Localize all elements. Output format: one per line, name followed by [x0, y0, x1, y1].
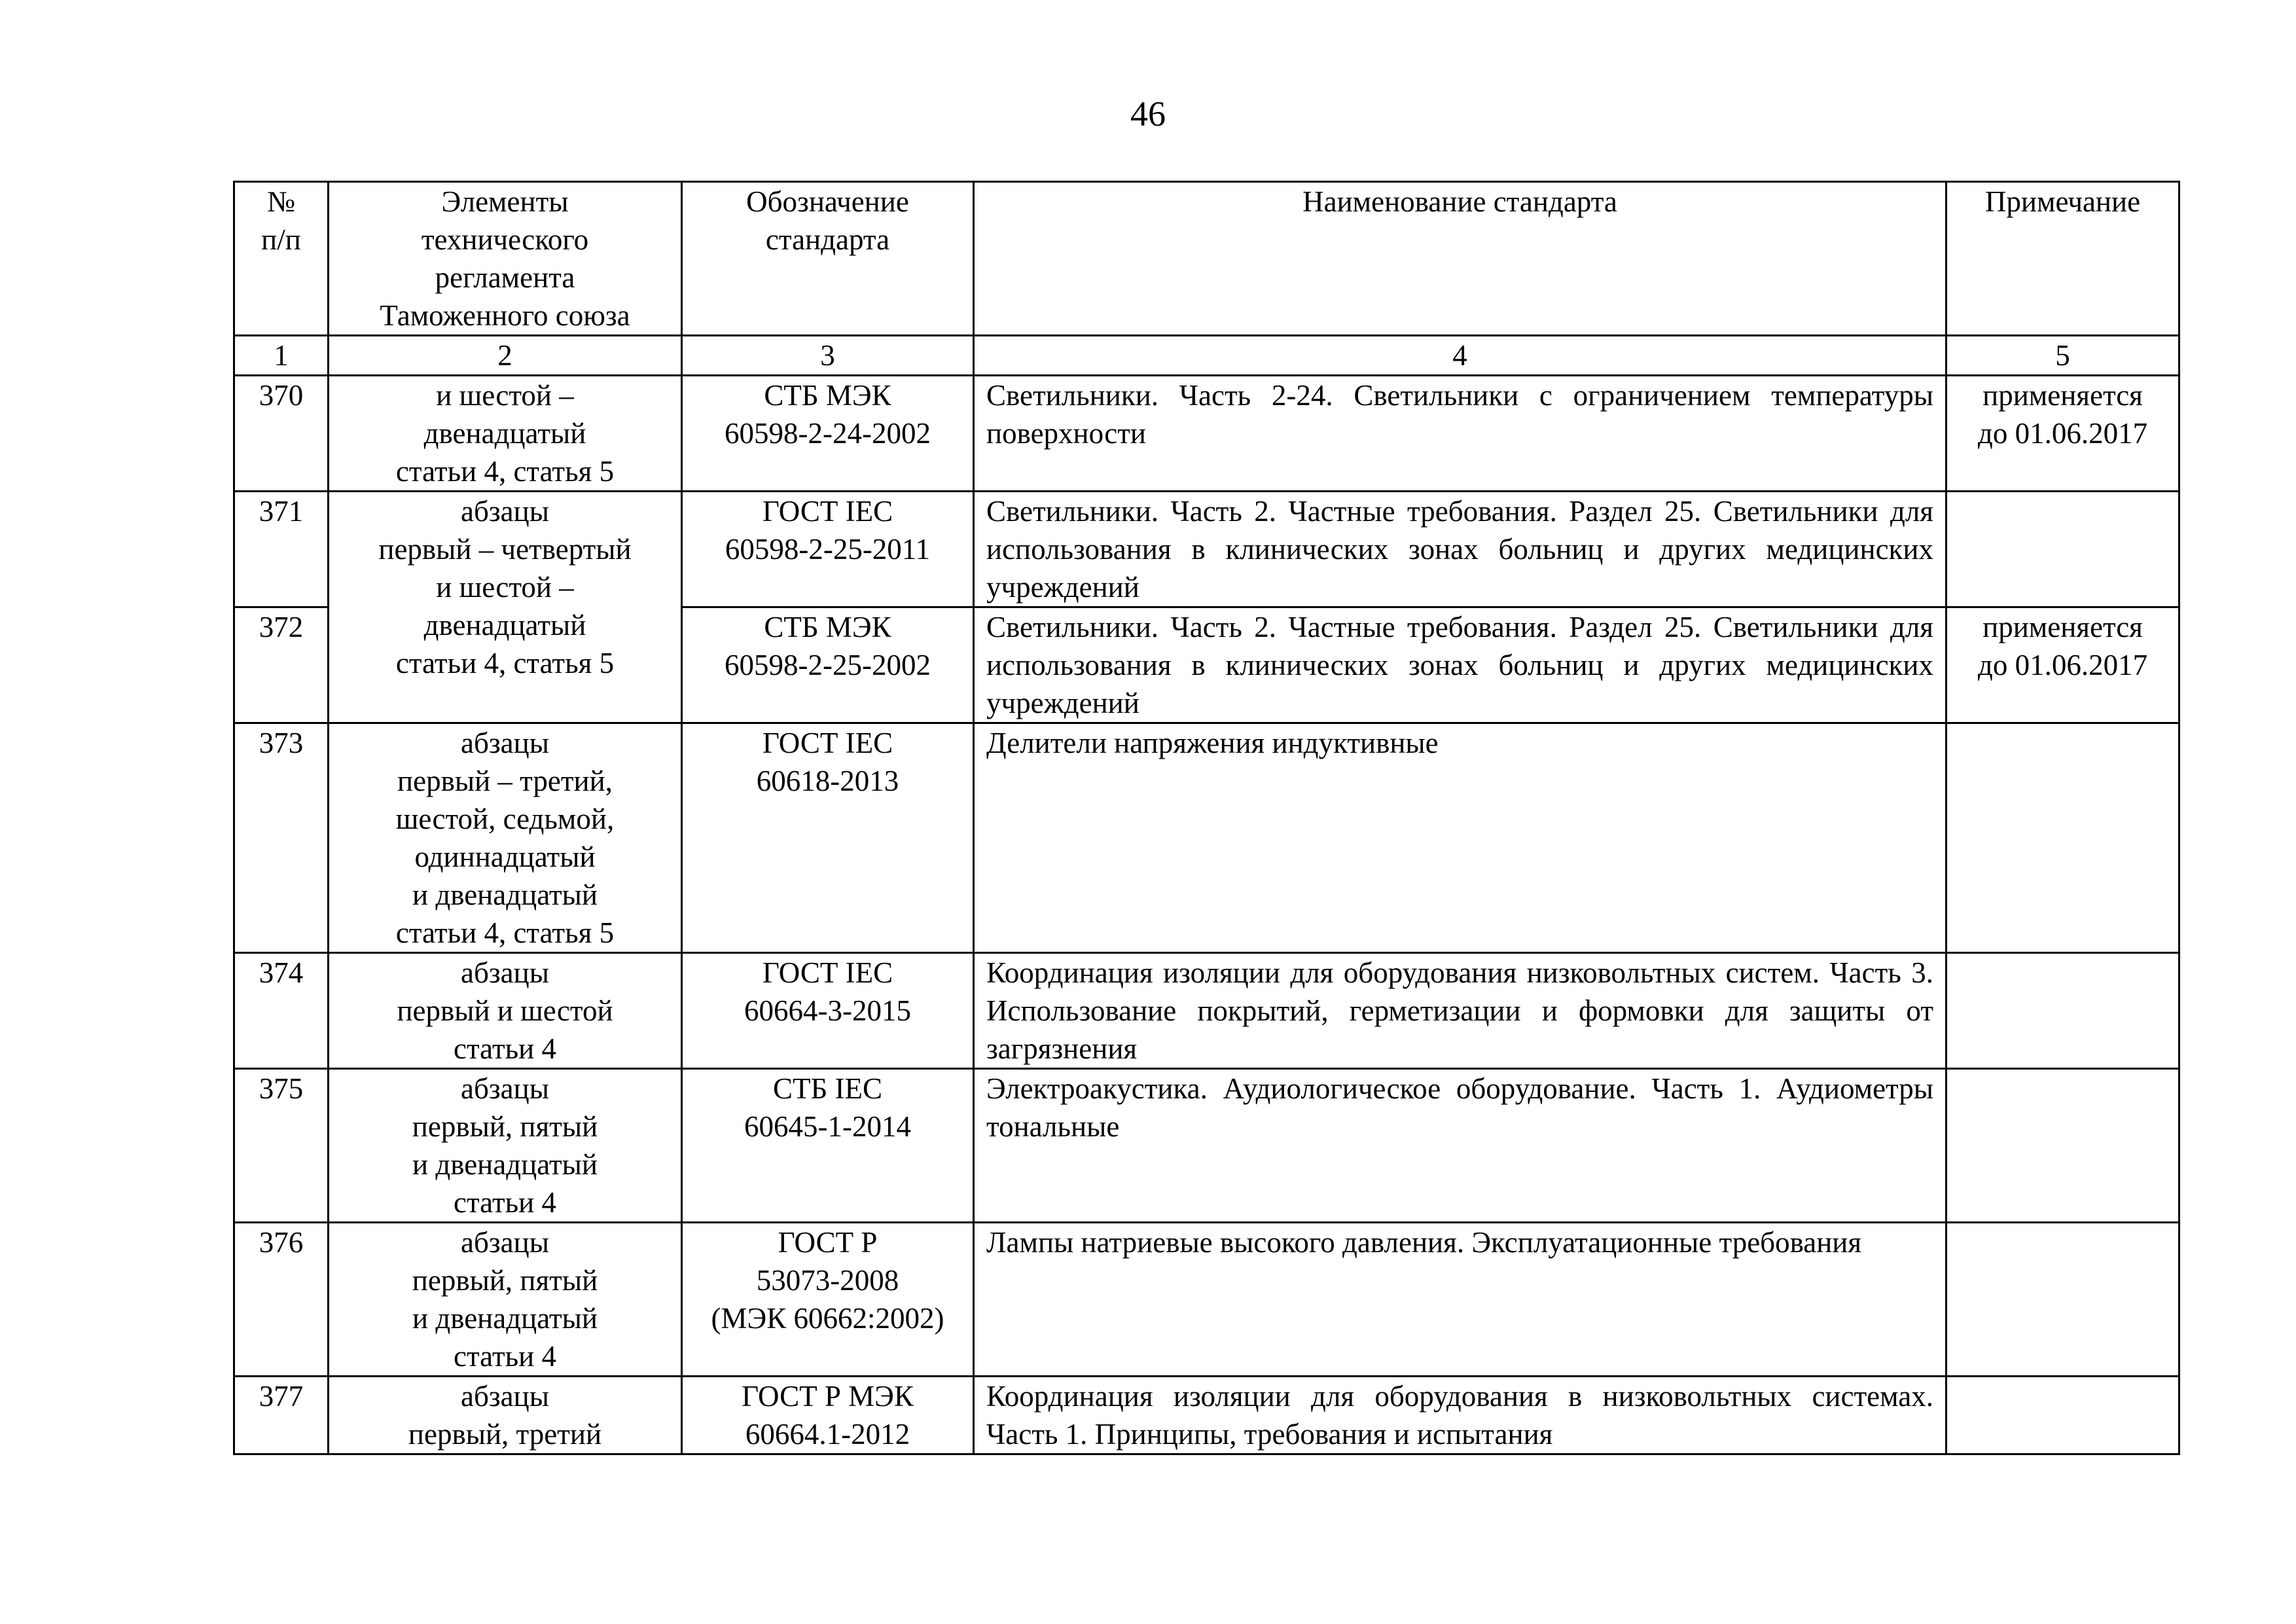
row-number: 370 [234, 376, 329, 492]
row-number: 371 [234, 492, 329, 607]
standards-table [233, 181, 2180, 1455]
table-header-row [234, 182, 2179, 336]
row-number: 373 [234, 723, 329, 953]
column-number: 3 [682, 336, 974, 376]
row-designation: ГОСТ Р 53073-2008 (МЭК 60662:2002) [682, 1223, 974, 1377]
row-standard-name: Лампы натриевые высокого давления. Эксплуатационные требования [974, 1223, 1946, 1377]
header-elements: Элементы технического регламента Таможенного союза [329, 182, 682, 336]
row-note [1946, 1223, 2179, 1377]
row-elements: абзацы первый, пятый и двенадцатый статьи 4 [329, 1223, 682, 1377]
row-elements: абзацы первый, третий [329, 1377, 682, 1454]
row-elements: абзацы первый – четвертый и шестой – двенадцатый статьи 4, статья 5 [329, 492, 682, 723]
column-number: 1 [234, 336, 329, 376]
row-number: 377 [234, 1377, 329, 1454]
row-standard-name: Светильники. Часть 2. Частные требования. Раздел 25. Светильники для использования в клинических зонах больниц и других медицинских учреждений [974, 607, 1946, 723]
row-elements: абзацы первый и шестой статьи 4 [329, 953, 682, 1069]
row-note [1946, 953, 2179, 1069]
page-number: 46 [1130, 94, 1166, 134]
header-designation: Обозначение стандарта [682, 182, 974, 336]
row-number: 374 [234, 953, 329, 1069]
row-standard-name: Светильники. Часть 2. Частные требования. Раздел 25. Светильники для использования в клинических зонах больниц и других медицинских учреждений [974, 492, 1946, 607]
row-note: применяется до 01.06.2017 [1946, 376, 2179, 492]
row-note [1946, 492, 2179, 607]
table-row [234, 953, 2179, 1069]
row-elements: абзацы первый, пятый и двенадцатый статьи 4 [329, 1069, 682, 1223]
row-designation: ГОСТ IEC 60598-2-25-2011 [682, 492, 974, 607]
header-number: № п/п [234, 182, 329, 336]
row-elements: и шестой – двенадцатый статьи 4, статья 5 [329, 376, 682, 492]
row-number: 376 [234, 1223, 329, 1377]
row-standard-name: Электроакустика. Аудиологическое оборудование. Часть 1. Аудиометры тональные [974, 1069, 1946, 1223]
row-note [1946, 723, 2179, 953]
row-designation: СТБ IEC 60645-1-2014 [682, 1069, 974, 1223]
row-note [1946, 1377, 2179, 1454]
table-row [234, 1069, 2179, 1223]
row-note: применяется до 01.06.2017 [1946, 607, 2179, 723]
row-number: 372 [234, 607, 329, 723]
row-standard-name: Координация изоляции для оборудования в низковольтных системах. Часть 1. Принципы, требования и испытания [974, 1377, 1946, 1454]
column-number: 5 [1946, 336, 2179, 376]
row-number: 375 [234, 1069, 329, 1223]
row-standard-name: Координация изоляции для оборудования низковольтных систем. Часть 3. Использование покрытий, герметизации и формовки для защиты от загрязнения [974, 953, 1946, 1069]
row-designation: СТБ МЭК 60598-2-25-2002 [682, 607, 974, 723]
column-number-row [234, 336, 2179, 376]
row-designation: ГОСТ IEC 60664-3-2015 [682, 953, 974, 1069]
table-row [234, 1223, 2179, 1377]
header-note: Примечание [1946, 182, 2179, 336]
row-designation: СТБ МЭК 60598-2-24-2002 [682, 376, 974, 492]
row-note [1946, 1069, 2179, 1223]
table-row [234, 723, 2179, 953]
table-row [234, 376, 2179, 492]
header-name: Наименование стандарта [974, 182, 1946, 336]
row-designation: ГОСТ Р МЭК 60664.1-2012 [682, 1377, 974, 1454]
table-row [234, 492, 2179, 607]
row-designation: ГОСТ IEC 60618-2013 [682, 723, 974, 953]
row-standard-name: Светильники. Часть 2-24. Светильники с ограничением температуры поверхности [974, 376, 1946, 492]
row-standard-name: Делители напряжения индуктивные [974, 723, 1946, 953]
row-elements: абзацы первый – третий, шестой, седьмой, одиннадцатый и двенадцатый статьи 4, статья 5 [329, 723, 682, 953]
column-number: 2 [329, 336, 682, 376]
table-row [234, 1377, 2179, 1454]
column-number: 4 [974, 336, 1946, 376]
